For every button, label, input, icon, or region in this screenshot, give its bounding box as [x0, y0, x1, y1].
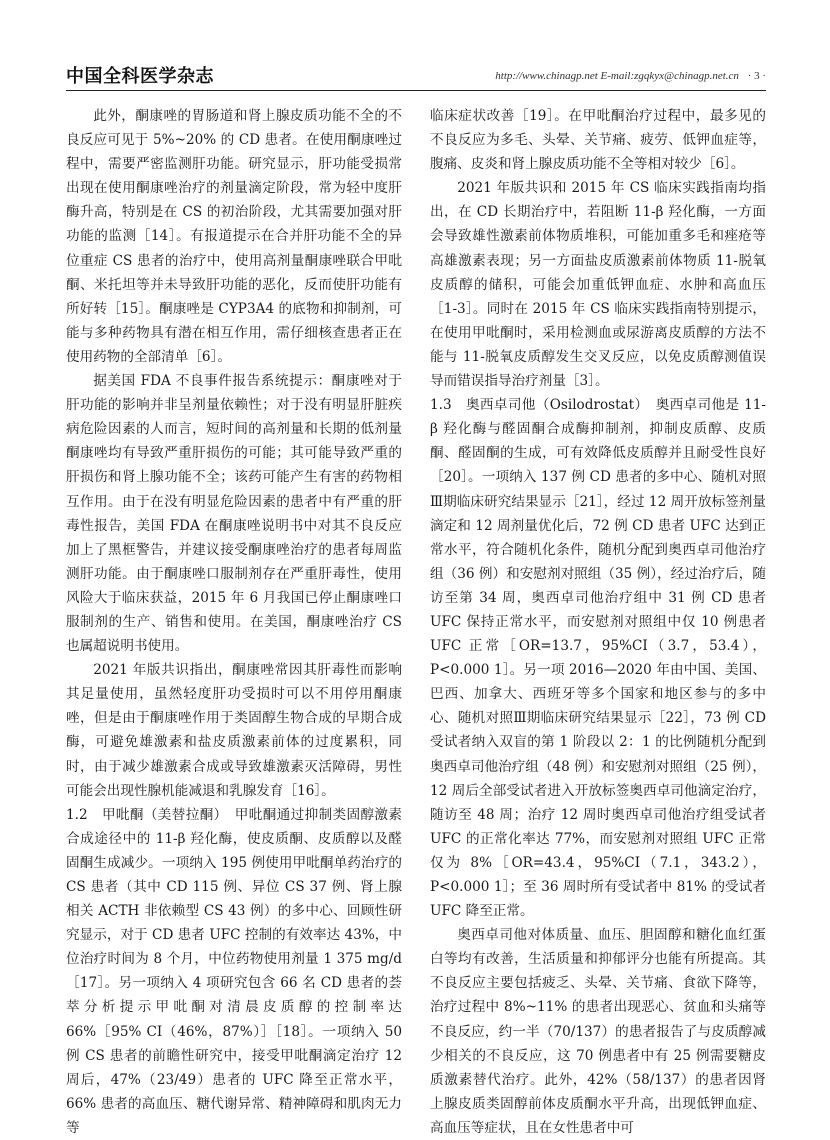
journal-links: http://www.chinagp.net E-mail:zgqkyx@chinagp.net.cn: [495, 70, 739, 82]
section-paragraph: 1.2 甲吡酮（美替拉酮） 甲吡酮通过抑制类固醇激素合成途径中的 11-β 羟化酶，使皮质酮、皮质醇以及醛固酮生成减少。一项纳入 195 例使用甲吡酮单药治疗的 CS 患者（其中 CD 115 例、异位 CS 37 例、肾上腺相关 ACTH 非依赖型 CS 43 例）的多中心、回顾性研究显示，对于 CD 患者 UFC 控制的有效率达 43%，中位治疗时间为 8 个月，中位药物使用剂量 1 375 mg/d［17］。另一项纳入 4 项研究包含 66 名 CD 患者的荟萃分析提示甲吡酮对清晨皮质醇的控制率达 66%［95% CI（46%，87%）］［18］。一项纳入 50 例 CS 患者的前瞻性研究中，接受甲吡酮滴定治疗 12 周后，47%（23/49）患者的 UFC 降至正常水平，66% 患者的高血压、糖代谢异常、精神障碍和肌肉无力等: [66, 806, 402, 1136]
journal-title: 中国全科医学杂志: [66, 66, 214, 87]
paragraph: 奥西卓司他对体质量、血压、胆固醇和糖化血红蛋白等均有改善，生活质量和抑郁评分也能有所提高。其不良反应主要包括疲乏、头晕、关节痛、食欲下降等，治疗过程中 8%~11% 的患者出现恶心、贫血和头痛等不良反应，约一半（70/137）的患者报告了与皮质醇减少相关的不良反应，这 70 例患者中有 25 例需要糖皮质激素替代治疗。此外，42%（58/137）的患者因肾上腺皮质类固醇前体皮质酮水平升高，出现低钾血症、高血压等症状，且在女性患者中可: [430, 927, 766, 1136]
paragraph: 据美国 FDA 不良事件报告系统提示：酮康唑对于肝功能的影响并非呈剂量依赖性；对于没有明显肝脏疾病危险因素的人而言，短时间的高剂量和长期的低剂量酮康唑均有导致严重肝损伤的可能；其可能导致严重的肝损伤和肾上腺功能不全；该药可能产生有害的药物相互作用。由于在没有明显危险因素的患者中有严重的肝毒性报告，美国 FDA 在酮康唑说明书中对其不良反应加上了黑框警告，并建议接受酮康唑治疗的患者每周监测肝功能。由于酮康唑口服制剂存在严重肝毒性，使用风险大于临床获益，2015 年 6 月我国已停止酮康唑口服制剂的生产、销售和使用。在美国，酮康唑治疗 CS 也属超说明书使用。: [66, 373, 402, 655]
section-paragraph: 1.3 奥西卓司他（Osilodrostat） 奥西卓司他是 11-β 羟化酶与醛固酮合成酶抑制剂，抑制皮质醇、皮质酮、醛固酮的生成，可有效降低皮质醇并且耐受性良好［20］。一项纳入 137 例 CD 患者的多中心、随机对照Ⅲ期临床研究结果显示［21］，经过 12 周开放标签剂量滴定和 12 周剂量优化后，72 例 CD 患者 UFC 达到正常水平，符合随机化条件，随机分配到奥西卓司他治疗组（36 例）和安慰剂对照组（35 例），经过治疗后，随访至第 34 周，奥西卓司他治疗组中 31 例 CD 患者 UFC 保持正常水平，而安慰剂对照组中仅 10 例患者 UFC 正常［OR=13.7，95%CI（3.7，53.4），P<0.000 1］。另一项 2016—2020 年由中国、美国、巴西、加拿大、西班牙等多个国家和地区参与的多中心、随机对照Ⅲ期临床研究结果显示［22］，73 例 CD 受试者纳入双盲的第 1 阶段以 2：1 的比例随机分配到奥西卓司他治疗组（48 例）和安慰剂对照组（25 例），12 周后全部受试者进入开放标签奥西卓司他滴定治疗，随访至 48 周；治疗 12 周时奥西卓司他治疗组受试者 UFC 的正常化率达 77%，而安慰剂对照组 UFC 正常仅为 8%［OR=43.4，95%CI（7.1，343.2），P<0.000 1］；至 36 周时所有受试者中 81% 的受试者 UFC 降至正常。: [430, 397, 766, 920]
paragraph: 2021 年版共识指出，酮康唑常因其肝毒性而影响其足量使用，虽然轻度肝功受损时可以不用停用酮康唑，但是由于酮康唑作用于类固醇生物合成的早期合成酶，可避免雄激素和盐皮质激素前体的过度累积，同时，由于减少雄激素合成或导致雄激素灭活障碍，男性可能会出现性腺机能减退和乳腺发育［16］。: [66, 662, 402, 799]
left-column: [66, 104, 402, 1140]
page-header: [66, 62, 766, 91]
paragraph: 临床症状改善［19］。在甲吡酮治疗过程中，最多见的不良反应为多毛、头晕、关节痛、疲劳、低钾血症等，腹痛、皮炎和肾上腺皮质功能不全等相对较少［6］。: [430, 108, 766, 173]
page-number: · 3 ·: [747, 70, 766, 82]
right-column: [430, 104, 766, 1140]
paragraph: 此外，酮康唑的胃肠道和肾上腺皮质功能不全的不良反应可见于 5%~20% 的 CD 患者。在使用酮康唑过程中，需要严密监测肝功能。研究显示，肝功能受损常出现在使用酮康唑治疗的剂量滴定阶段，常为轻中度肝酶升高，特别是在 CS 的初治阶段，尤其需要加强对肝功能的监测［14］。有报道提示在合并肝功能不全的异位重症 CS 患者的治疗中，使用高剂量酮康唑联合甲吡酮、米托坦等并未导致肝功能的恶化，反而使肝功能有所好转［15］。酮康唑是 CYP3A4 的底物和抑制剂，可能与多种药物具有潜在相互作用，需仔细核查患者正在使用药物的全部清单［6］。: [66, 108, 402, 365]
header-right: [495, 70, 766, 82]
paragraph: 2021 年版共识和 2015 年 CS 临床实践指南均指出，在 CD 长期治疗中，若阻断 11-β 羟化酶，一方面会导致雄性激素前体物质堆积，可能加重多毛和痤疮等高雄激素表现；另一方面盐皮质激素前体物质 11-脱氧皮质醇的储积，可能会加重低钾血症、水肿和高血压［1-3］。同时在 2015 年 CS 临床实践指南特别提示，在使用甲吡酮时，采用检测血或尿游离皮质醇的方法不能与 11-脱氧皮质醇发生交叉反应，以免皮质醇测值误导而错误指导治疗剂量［3］。: [430, 180, 766, 390]
